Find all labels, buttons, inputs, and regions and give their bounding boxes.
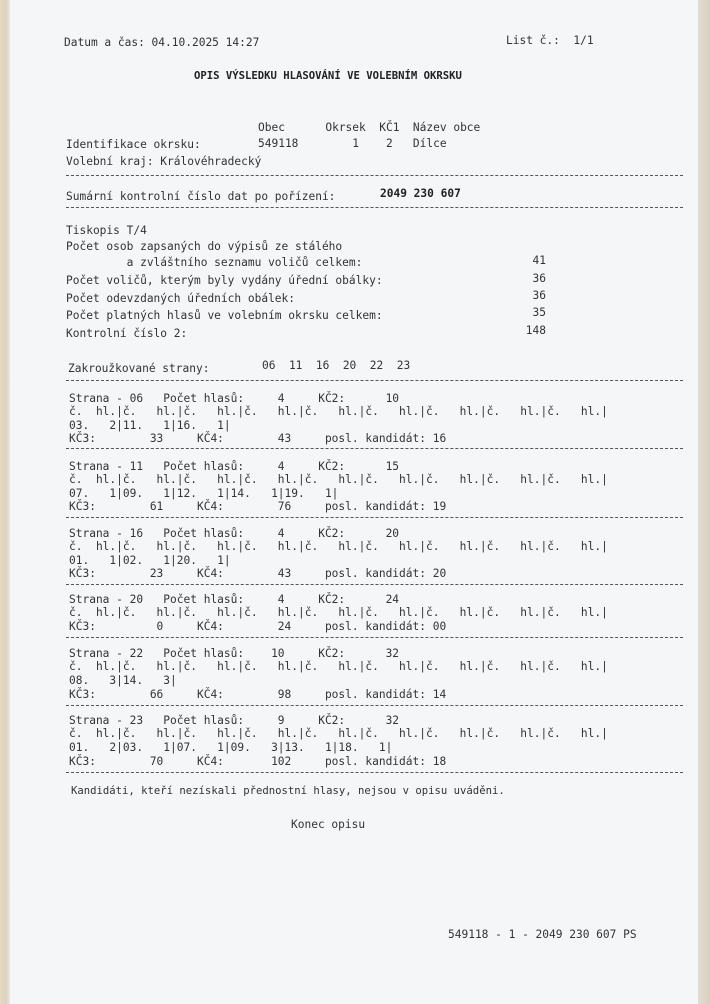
form-row-value: 36 xyxy=(532,289,546,302)
form-row-label: Počet osob zapsaných do výpisů ze stálého xyxy=(66,240,343,253)
form-row-label: Počet platných hlasů ve volebním okrsku celkem: xyxy=(66,309,383,322)
party-footer: KČ3: 23 KČ4: 43 posl. kandidát: 20 xyxy=(69,567,447,580)
party-footer: KČ3: 70 KČ4: 102 posl. kandidát: 18 xyxy=(69,755,447,768)
circled-parties-values: 06 11 16 20 22 23 xyxy=(262,359,411,372)
divider xyxy=(66,175,683,176)
ident-column-headers: Obec Okrsek KČ1 Název obce xyxy=(258,121,481,134)
party-votes: 07. 1|09. 1|12. 1|14. 1|19. 1| xyxy=(69,487,339,500)
footer-code: 549118 - 1 - 2049 230 607 PS xyxy=(448,928,637,941)
form-row-value: 148 xyxy=(525,324,546,337)
divider xyxy=(66,448,683,449)
party-header: Strana - 20 Počet hlasů: 4 KČ2: 24 xyxy=(69,593,400,606)
party-footer: KČ3: 33 KČ4: 43 posl. kandidát: 16 xyxy=(69,432,447,445)
ident-label: Identifikace okrsku: xyxy=(66,138,201,151)
party-columns: č. hl.|č. hl.|č. hl.|č. hl.|č. hl.|č. hl.|č. hl.|č. hl.|č. hl.| xyxy=(69,727,608,740)
end-of-document: Konec opisu xyxy=(291,818,366,831)
party-votes: 01. 2|03. 1|07. 1|09. 3|13. 1|18. 1| xyxy=(69,741,393,754)
divider xyxy=(66,380,683,381)
form-row-label: Počet odevzdaných úředních obálek: xyxy=(66,292,296,305)
party-footer: KČ3: 0 KČ4: 24 posl. kandidát: 00 xyxy=(69,620,447,633)
party-footer: KČ3: 66 KČ4: 98 posl. kandidát: 14 xyxy=(69,688,447,701)
form-row-label: Počet voličů, kterým byly vydány úřední obálky: xyxy=(66,274,383,287)
party-header: Strana - 22 Počet hlasů: 10 KČ2: 32 xyxy=(69,647,400,660)
form-title: Tiskopis T/4 xyxy=(66,224,147,237)
candidates-note: Kandidáti, kteří nezískali přednostní hlasy, nejsou v opisu uváděni. xyxy=(71,785,505,797)
party-header: Strana - 06 Počet hlasů: 4 KČ2: 10 xyxy=(69,392,400,405)
divider xyxy=(66,637,683,638)
form-row-label: a zvláštního seznamu voličů celkem: xyxy=(66,256,363,269)
date-time: Datum a čas: 04.10.2025 14:27 xyxy=(64,36,260,49)
party-votes: 01. 1|02. 1|20. 1| xyxy=(69,554,231,567)
divider xyxy=(66,584,683,585)
form-row-value: 41 xyxy=(532,254,546,267)
summary-label: Sumární kontrolní číslo dat po pořízení: xyxy=(66,190,336,203)
circled-parties-label: Zakroužkované strany: xyxy=(68,362,210,375)
party-votes: 03. 2|11. 1|16. 1| xyxy=(69,419,231,432)
summary-value: 2049 230 607 xyxy=(380,187,461,200)
document-title: OPIS VÝSLEDKU HLASOVÁNÍ VE VOLEBNÍM OKRSKU xyxy=(194,70,462,82)
form-row-label: Kontrolní číslo 2: xyxy=(66,327,188,340)
party-columns: č. hl.|č. hl.|č. hl.|č. hl.|č. hl.|č. hl.|č. hl.|č. hl.|č. hl.| xyxy=(69,473,608,486)
party-header: Strana - 16 Počet hlasů: 4 KČ2: 20 xyxy=(69,527,400,540)
form-row-value: 36 xyxy=(532,272,546,285)
form-row-value: 35 xyxy=(532,306,546,319)
divider xyxy=(66,772,683,773)
party-footer: KČ3: 61 KČ4: 76 posl. kandidát: 19 xyxy=(69,500,447,513)
party-votes: 08. 3|14. 3| xyxy=(69,674,177,687)
divider xyxy=(66,517,683,518)
region: Volební kraj: Královéhradecký xyxy=(66,155,262,168)
divider xyxy=(66,705,683,706)
party-header: Strana - 23 Počet hlasů: 9 KČ2: 32 xyxy=(69,714,400,727)
party-columns: č. hl.|č. hl.|č. hl.|č. hl.|č. hl.|č. hl.|č. hl.|č. hl.|č. hl.| xyxy=(69,660,608,673)
page-number: List č.: 1/1 xyxy=(506,34,594,47)
party-columns: č. hl.|č. hl.|č. hl.|č. hl.|č. hl.|č. hl.|č. hl.|č. hl.|č. hl.| xyxy=(69,405,608,418)
party-columns: č. hl.|č. hl.|č. hl.|č. hl.|č. hl.|č. hl.|č. hl.|č. hl.|č. hl.| xyxy=(69,540,608,553)
printed-sheet xyxy=(10,0,698,1004)
ident-values: 549118 1 2 Dílce xyxy=(258,137,447,150)
party-header: Strana - 11 Počet hlasů: 4 KČ2: 15 xyxy=(69,460,400,473)
divider xyxy=(66,207,683,208)
party-columns: č. hl.|č. hl.|č. hl.|č. hl.|č. hl.|č. hl.|č. hl.|č. hl.|č. hl.| xyxy=(69,606,608,619)
